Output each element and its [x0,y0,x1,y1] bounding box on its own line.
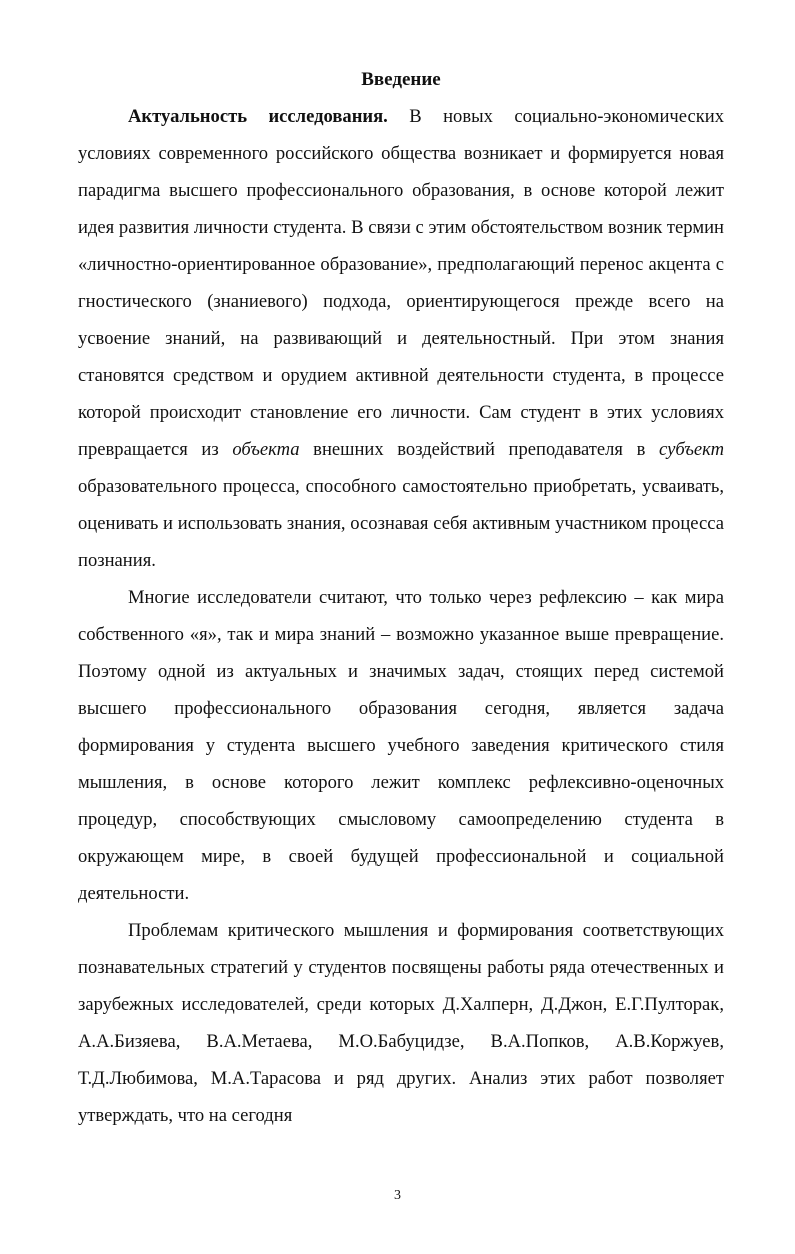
paragraph-reflection: Многие исследователи считают, что только через рефлексию – как мира собственного «я», так и мира знаний – возможно указанное выше превращение. Поэтому одной из актуальных и значимых задач, стоящих перед системой высшего профессионального образования сегодня, является задача формирования у студента высшего учебного заведения критического стиля мышления, в основе которого лежит комплекс рефлексивно-оценочных процедур, способствующих смысловому самоопределению студента в окружающем мире, в своей будущей профессиональной и социальной деятельности. [78,587,724,904]
document-page [78,62,724,1134]
paragraph-researchers: Проблемам критического мышления и формирования соответствующих познавательных стратегий у студентов посвящены работы ряда отечественных и зарубежных исследователей, среди которых Д.Халперн, Д.Джон, Е.Г.Пулторак, А.А.Бизяева, В.А.Метаева, М.О.Бабуцидзе, В.А.Попков, А.В.Коржуев, Т.Д.Любимова, М.А.Тарасова и ряд других. Анализ этих работ позволяет утверждать, что на сегодня [78,920,724,1126]
paragraph-text-a: В новых социально-экономических условиях современного российского общества возникает и формируется новая парадигма высшего профессионального образования, в основе которой лежит идея развития личности студента. В связи с этим обстоятельством возник термин «личностно-ориентированное образование», предполагающий перенос акцента с гностического (знаниевого) подхода, ориентирующегося прежде всего на усвоение знаний, на развивающий и деятельностный. При этом знания становятся средством и орудием активной деятельности студента, в процессе которой происходит становление его личности. Сам студент в этих условиях превращается из [78,106,724,460]
emphasis-subject: субъект [658,439,725,460]
paragraph-text-c: образовательного процесса, способного самостоятельно приобретать, усваивать, оценивать и использовать знания, осознавая себя активным участником процесса познания. [78,476,724,571]
paragraph-text-b: внешних воздействий преподавателя в [299,439,659,460]
paragraph-relevance [78,98,724,579]
section-title: Введение [361,69,441,90]
emphasis-object: объекта [232,439,300,460]
page-number: 3 [394,1188,401,1203]
paragraph-lead: Актуальность исследования. [128,106,388,127]
